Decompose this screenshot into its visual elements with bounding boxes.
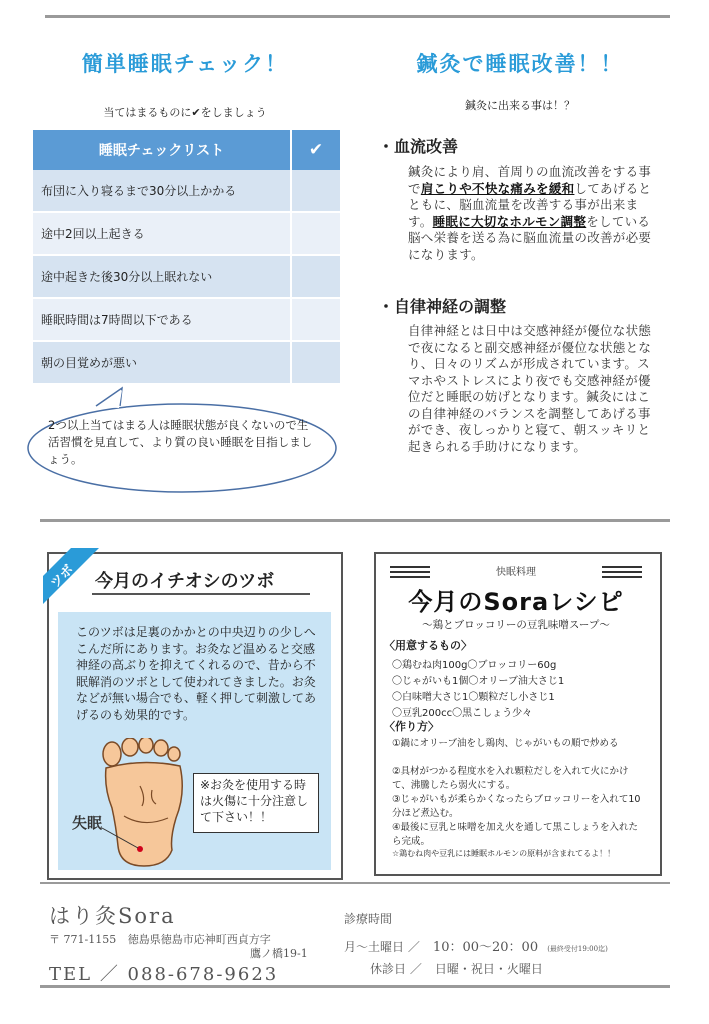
weekday-hours-row <box>344 936 608 955</box>
tsubo-text: このツボは足裏のかかとの中央辺りの少しへこんだ所にあります。お灸など温めると交感神経の高ぶりを抑えてくれるので、昔から不眠解消のツボとして使われてきました。お灸などが無い場合でも、軽く押して刺激してあげるのも効果的です。 <box>76 625 317 722</box>
checklist-checkbox[interactable] <box>291 212 340 255</box>
bottom-divider <box>40 985 670 988</box>
sleep-check-title: 簡単睡眠チェック！ <box>81 52 289 76</box>
moxa-warning: ※お灸を使用する時は火傷に十分注意して下さい！！ <box>193 773 319 833</box>
blood-flow-heading: ・血流改善 <box>378 137 459 156</box>
blood-flow-text-1: 鍼灸により肩、首周りの血流改善をする事で <box>408 164 652 196</box>
footer-top-divider <box>40 882 670 884</box>
middle-divider <box>40 519 670 522</box>
closed-days: 日曜・祝日・火曜日 <box>434 962 543 976</box>
autonomic-text: 自律神経とは日中は交感神経が優位な状態で夜になると副交感神経が優位な状態となり、日々のリズムが形成されています。スマホやストレスにより夜でも交感神経が優位だと睡眠の妨げとなります。鍼灸にはこの自律神経のバランスを調整してあげる事ができ、夜しっかりと寝て、朝スッキリと起きられる手助けになります。 <box>408 323 652 454</box>
point-leader-line <box>100 826 146 852</box>
blood-flow-emphasis-2: 睡眠に大切なホルモン調整 <box>432 213 587 229</box>
point-label: 失眠 <box>72 814 103 832</box>
checklist-row <box>33 212 340 255</box>
recipe-title: 今月のSoraレシピ <box>408 588 624 616</box>
clinic-address <box>49 931 271 947</box>
checklist-row <box>33 170 340 212</box>
acupuncture-subtitle: 鍼灸に出来る事は！？ <box>465 99 575 112</box>
recipe-label: 快眠料理 <box>496 567 536 578</box>
checklist-checkbox[interactable] <box>291 341 340 384</box>
checklist-item: 途中起きた後30分以上眠れない <box>33 255 291 298</box>
ingredient-line: 〇白味噌大さじ1〇顆粒だし小さじ1 <box>392 692 555 703</box>
closed-days-row <box>370 958 543 977</box>
acupuncture-title: 鍼灸で睡眠改善！！ <box>416 52 624 76</box>
ingredient-line: 〇鶏むね肉100g〇ブロッコリー60g <box>392 660 557 671</box>
clinic-phone[interactable]: TEL ／ 088-678-9623 <box>49 964 279 985</box>
recipe-note: ☆鶏むね肉や豆乳には睡眠ホルモンの原料が含まれてるよ！！ <box>392 849 616 858</box>
recipe-step: ③じゃがいもが柔らかくなったらブロッコリーを入れて10分ほど煮込む。 <box>392 794 641 819</box>
tsubo-title: 今月のイチオシのツボ <box>95 571 275 592</box>
bubble-text: 2つ以上当てはまる人は睡眠状態が良くないので生活習慣を見直して、より質の良い睡眠を目指しましょう。 <box>48 418 313 466</box>
ingredients-heading: 〈用意するもの〉 <box>384 639 472 652</box>
checklist-row <box>33 341 340 384</box>
autonomic-heading: ・自律神経の調整 <box>378 297 507 316</box>
checklist-checkbox[interactable] <box>291 170 340 212</box>
steps-heading: 〈作り方〉 <box>384 720 439 733</box>
check-mark-icon: ✔ <box>291 130 340 170</box>
last-entry-note: (最終受付19:00迄) <box>547 945 608 953</box>
check-instruction: 当てはまるものに✔をしましょう <box>103 106 267 119</box>
weekday-hours: 10：00～20：00 <box>432 940 539 955</box>
checklist-item: 睡眠時間は7時間以下である <box>33 298 291 341</box>
blood-flow-text-3: をしている脳へ栄養を送る為に脳血流量の改善が必要になります。 <box>408 213 652 262</box>
sleep-checklist <box>33 130 340 385</box>
tsubo-title-underline <box>92 593 310 595</box>
tsubo-ribbon-label: ツボ <box>47 562 77 592</box>
hours-heading: 診療時間 <box>344 912 393 926</box>
recipe-subtitle: ～鶏とブロッコリーの豆乳味噌スープ～ <box>422 619 610 631</box>
checklist-item: 途中2回以上起きる <box>33 212 291 255</box>
ingredient-line: 〇じゃがいも1個〇オリーブ油大さじ1 <box>392 676 565 687</box>
checklist-item: 布団に入り寝るまで30分以上かかる <box>33 170 291 212</box>
checklist-checkbox[interactable] <box>291 255 340 298</box>
checklist-item: 朝の目覚めが悪い <box>33 341 291 384</box>
address-line-1: 徳島県徳島市応神町西貞方字 <box>127 933 271 946</box>
clinic-name: はり灸Sora <box>49 904 176 928</box>
recipe-step: ④最後に豆乳と味噌を加え火を通して黒こしょうを入れたら完成。 <box>392 822 639 847</box>
top-divider <box>45 15 670 18</box>
checklist-header: 睡眠チェックリスト <box>33 130 291 170</box>
recipe-step: ①鍋にオリーブ油をし鶏肉、じゃがいもの順で炒める <box>392 738 619 749</box>
weekday-label: 月～土曜日 ／ <box>344 940 420 954</box>
address-line-2: 鷹ノ橋19-1 <box>250 947 308 960</box>
checklist-row <box>33 298 340 341</box>
recipe-step: ②具材がつかる程度水を入れ顆粒だしを入れて火にかけて、沸騰したら弱火にする。 <box>392 766 629 791</box>
ingredient-line: 〇豆乳200cc〇黒こしょう少々 <box>392 708 533 719</box>
checklist-checkbox[interactable] <box>291 298 340 341</box>
blood-flow-text <box>408 164 658 263</box>
closed-label: 休診日 ／ <box>370 962 422 976</box>
postal-code: 〒 771-1155 <box>49 933 117 946</box>
checklist-row <box>33 255 340 298</box>
blood-flow-text-2: してあげるとともに、脳血流量を改善する事が出来ます。 <box>408 180 652 229</box>
blood-flow-emphasis-1: 肩こりや不快な痛みを緩和 <box>420 180 575 196</box>
